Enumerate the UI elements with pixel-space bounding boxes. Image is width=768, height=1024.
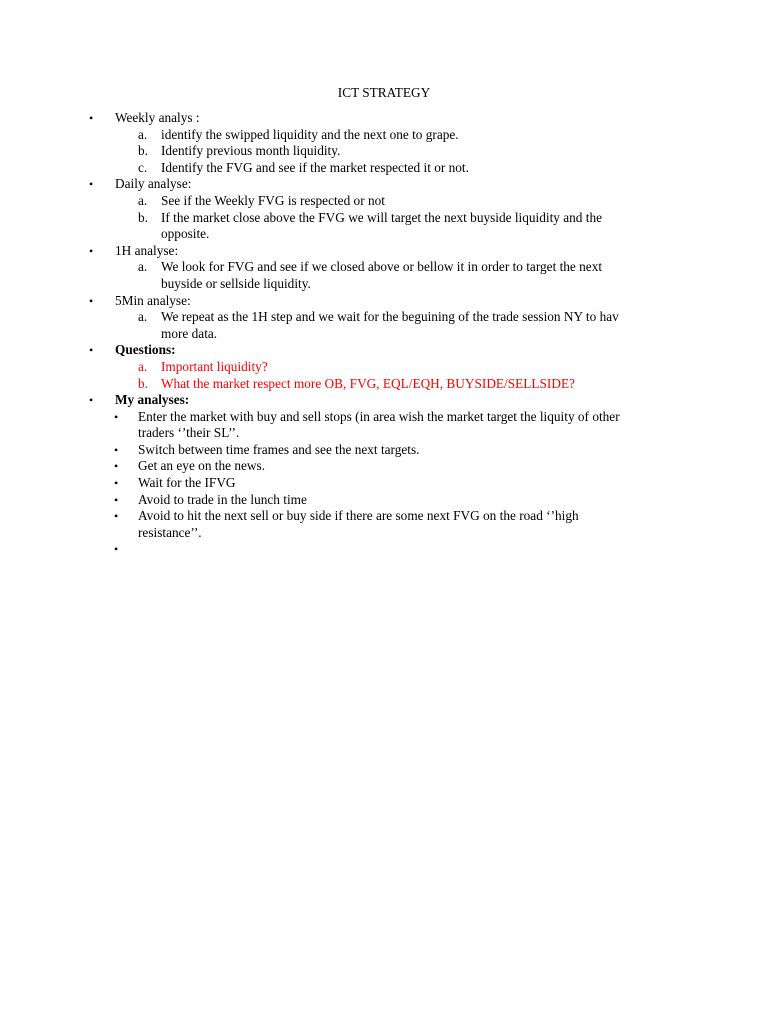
section-my-analyses-heading bbox=[0, 392, 768, 409]
bullet-icon: • bbox=[89, 343, 94, 358]
section-heading: Daily analyse: bbox=[115, 176, 192, 192]
item-text: traders ‘’their SL’’. bbox=[138, 425, 240, 441]
list-item bbox=[0, 376, 768, 393]
bullet-icon: • bbox=[89, 393, 94, 408]
list-item bbox=[0, 210, 768, 227]
item-text: identify the swipped liquidity and the next one to grape. bbox=[161, 126, 459, 142]
list-item-continuation bbox=[0, 226, 768, 243]
item-text: more data. bbox=[161, 325, 218, 341]
section-heading: Weekly analys : bbox=[115, 110, 200, 125]
item-marker: b. bbox=[138, 143, 148, 159]
list-item bbox=[0, 127, 768, 144]
list-item bbox=[0, 475, 768, 492]
item-marker: a. bbox=[138, 259, 148, 275]
section-5min-heading bbox=[0, 293, 768, 310]
section-heading: My analyses: bbox=[115, 392, 190, 408]
list-item-continuation bbox=[0, 326, 768, 343]
section-weekly-heading bbox=[0, 110, 768, 127]
item-text: resistance’’. bbox=[138, 524, 202, 540]
section-questions-heading bbox=[0, 342, 768, 359]
list-item bbox=[0, 259, 768, 276]
list-item bbox=[0, 458, 768, 475]
list-item bbox=[0, 193, 768, 210]
item-marker: c. bbox=[138, 159, 148, 175]
list-item bbox=[0, 508, 768, 525]
item-text: If the market close above the FVG we will target the next buyside liquidity and the bbox=[161, 209, 603, 225]
bullet-icon: • bbox=[114, 542, 119, 557]
bullet-icon: • bbox=[114, 459, 119, 474]
document-title: ICT STRATEGY bbox=[337, 85, 431, 100]
item-marker: a. bbox=[138, 192, 148, 208]
bullet-icon: • bbox=[114, 492, 119, 507]
item-text: We look for FVG and see if we closed above or bellow it in order to target the next bbox=[161, 259, 603, 275]
item-text: What the market respect more OB, FVG, EQL/EQH, BUYSIDE/SELLSIDE? bbox=[161, 375, 575, 391]
item-marker: b. bbox=[138, 375, 148, 391]
item-text: Get an eye on the news. bbox=[138, 458, 266, 474]
list-item bbox=[0, 492, 768, 509]
list-item bbox=[0, 409, 768, 426]
section-heading: Questions: bbox=[115, 342, 176, 358]
item-marker: a. bbox=[138, 358, 148, 374]
item-text: Switch between time frames and see the next targets. bbox=[138, 441, 420, 457]
item-text: Enter the market with buy and sell stops (in area wish the market target the liquity of other bbox=[138, 408, 620, 424]
bullet-icon: • bbox=[89, 177, 94, 192]
section-heading: 1H analyse: bbox=[115, 242, 179, 258]
list-item bbox=[0, 442, 768, 459]
item-text: Avoid to hit the next sell or buy side if there are some next FVG on the road ‘’high bbox=[138, 508, 579, 524]
item-text: buyside or sellside liquidity. bbox=[161, 275, 311, 291]
section-1h-heading bbox=[0, 243, 768, 260]
list-item-continuation bbox=[0, 525, 768, 542]
list-item bbox=[0, 309, 768, 326]
item-text: See if the Weekly FVG is respected or not bbox=[161, 192, 385, 208]
item-marker: a. bbox=[138, 126, 148, 142]
item-text: We repeat as the 1H step and we wait for the beguining of the trade session NY to hav bbox=[161, 309, 619, 325]
bullet-icon: • bbox=[114, 409, 119, 424]
list-item bbox=[0, 143, 768, 160]
item-marker: a. bbox=[138, 309, 148, 325]
bullet-icon: • bbox=[89, 111, 94, 125]
item-text: Identify the FVG and see if the market respected it or not. bbox=[161, 159, 469, 175]
list-item bbox=[0, 359, 768, 376]
bullet-icon: • bbox=[114, 476, 119, 491]
item-text: opposite. bbox=[161, 226, 210, 242]
item-text: Avoid to trade in the lunch time bbox=[138, 491, 307, 507]
list-item-continuation bbox=[0, 276, 768, 293]
list-item-continuation bbox=[0, 425, 768, 442]
item-text: Important liquidity? bbox=[161, 358, 268, 374]
bullet-icon: • bbox=[114, 509, 119, 524]
item-text: Wait for the IFVG bbox=[138, 475, 236, 491]
item-text: Identify previous month liquidity. bbox=[161, 143, 341, 159]
list-item bbox=[0, 160, 768, 177]
document-body bbox=[0, 110, 768, 558]
section-heading: 5Min analyse: bbox=[115, 292, 191, 308]
item-marker: b. bbox=[138, 209, 148, 225]
bullet-icon: • bbox=[114, 442, 119, 457]
section-daily-heading bbox=[0, 176, 768, 193]
bullet-icon: • bbox=[89, 243, 94, 258]
bullet-icon: • bbox=[89, 293, 94, 308]
list-item-empty bbox=[0, 541, 768, 558]
